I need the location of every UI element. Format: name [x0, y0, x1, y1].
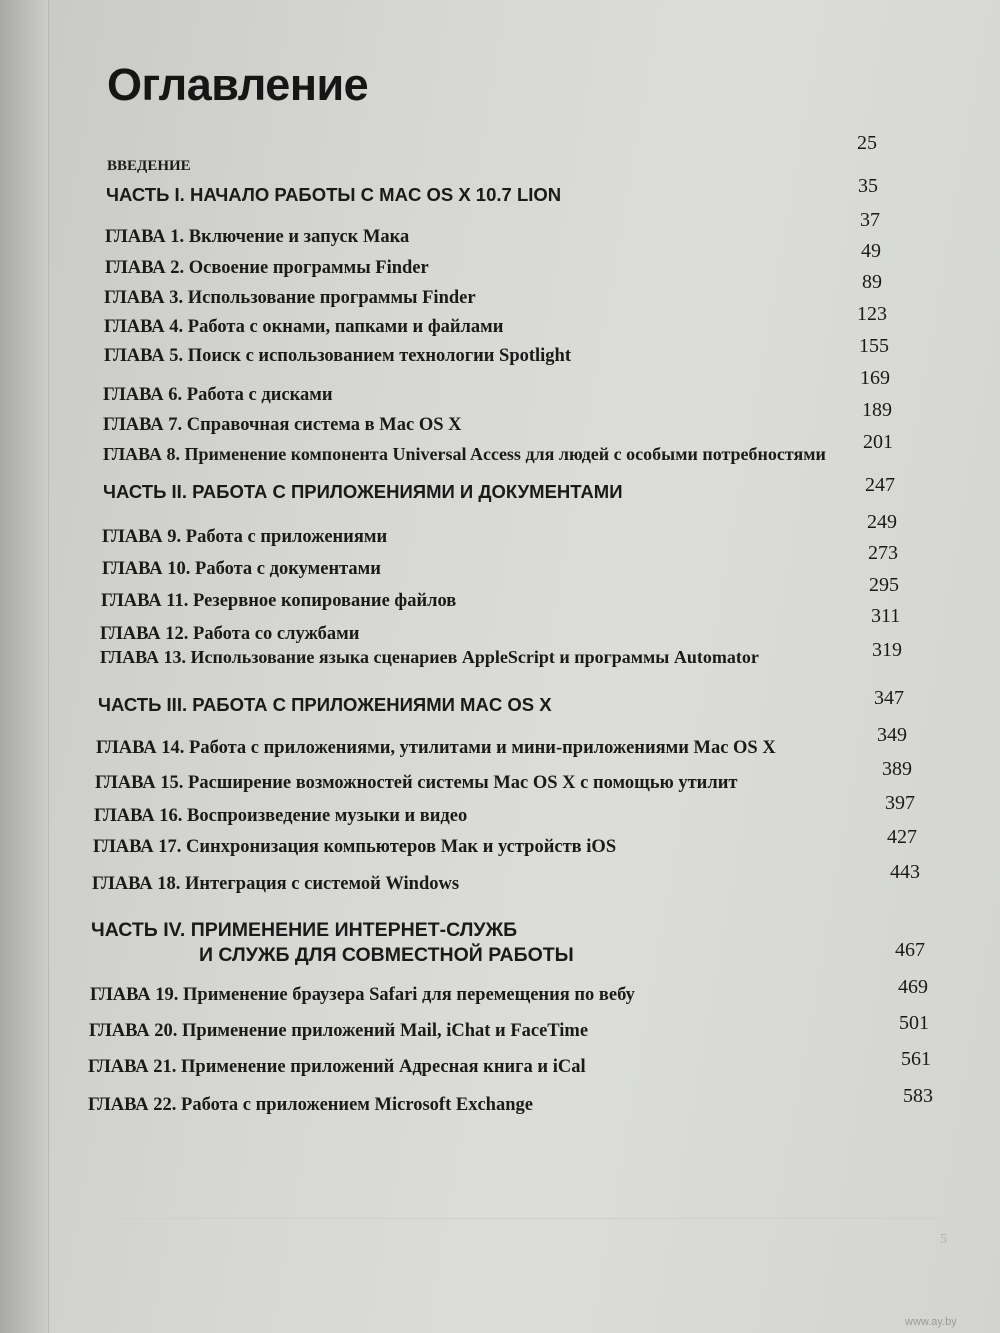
page-number: 319: [872, 639, 902, 661]
page-title: Оглавление: [107, 59, 369, 110]
toc-chapter-5: ГЛАВА 5. Поиск с использованием технологии Spotlight: [104, 346, 572, 366]
toc-chapter-15: ГЛАВА 15. Расширение возможностей системы Mac OS X с помощью утилит: [95, 773, 738, 793]
page-number: 49: [861, 240, 881, 262]
toc-part-3: ЧАСТЬ III. РАБОТА С ПРИЛОЖЕНИЯМИ MAC OS X: [98, 694, 552, 715]
toc-chapter-2: ГЛАВА 2. Освоение программы Finder: [105, 258, 429, 278]
book-spine: [0, 0, 49, 1333]
page-number: 123: [857, 303, 887, 325]
page-number: 35: [858, 175, 878, 197]
toc-chapter-11: ГЛАВА 11. Резервное копирование файлов: [101, 591, 457, 611]
toc-chapter-9: ГЛАВА 9. Работа с приложениями: [102, 527, 388, 547]
page-number: 169: [860, 367, 890, 389]
page-number: 583: [903, 1085, 933, 1107]
page-number: 247: [865, 474, 895, 496]
page-number: 295: [869, 574, 899, 596]
page-number: 349: [877, 724, 907, 746]
page-number: 397: [885, 792, 915, 814]
toc-chapter-7: ГЛАВА 7. Справочная система в Mac OS X: [103, 415, 462, 435]
toc-chapter-13: ГЛАВА 13. Использование языка сценариев AppleScript и программы Automator: [100, 647, 759, 667]
page-number: 249: [867, 511, 897, 533]
toc-part-4: ЧАСТЬ IV. ПРИМЕНЕНИЕ ИНТЕРНЕТ-СЛУЖБ: [91, 919, 518, 941]
page-number: 469: [898, 976, 928, 998]
toc-part-2: ЧАСТЬ II. РАБОТА С ПРИЛОЖЕНИЯМИ И ДОКУМЕНТАМИ: [103, 481, 623, 502]
page-number: 467: [895, 939, 925, 961]
toc-chapter-19: ГЛАВА 19. Применение браузера Safari для перемещения по вебу: [90, 985, 635, 1005]
page-number: 311: [871, 605, 901, 627]
toc-chapter-8: ГЛАВА 8. Применение компонента Universal Access для людей с особыми потребностями: [103, 444, 826, 464]
page-number: 25: [857, 132, 877, 154]
page-number: 155: [859, 335, 889, 357]
page-number: 561: [901, 1048, 931, 1070]
toc-chapter-12: ГЛАВА 12. Работа со службами: [100, 624, 360, 644]
page-number: 389: [882, 758, 912, 780]
toc-chapter-6: ГЛАВА 6. Работа с дисками: [103, 385, 333, 405]
toc-chapter-14: ГЛАВА 14. Работа с приложениями, утилитами и мини-приложениями Mac OS X: [96, 738, 776, 758]
toc-chapter-16: ГЛАВА 16. Воспроизведение музыки и видео: [94, 806, 468, 826]
watermark-text: www.ay.by: [905, 1316, 957, 1328]
toc-chapter-17: ГЛАВА 17. Синхронизация компьютеров Мак и устройств iOS: [93, 837, 617, 857]
toc-intro: ВВЕДЕНИЕ: [107, 158, 191, 174]
toc-chapter-18: ГЛАВА 18. Интеграция с системой Windows: [92, 874, 460, 894]
toc-part-1: ЧАСТЬ I. НАЧАЛО РАБОТЫ С MAC OS X 10.7 LION: [106, 184, 562, 205]
toc-chapter-4: ГЛАВА 4. Работа с окнами, папками и файлами: [104, 317, 504, 337]
toc-part-4-line-2: И СЛУЖБ ДЛЯ СОВМЕСТНОЙ РАБОТЫ: [199, 944, 574, 966]
toc-chapter-3: ГЛАВА 3. Использование программы Finder: [104, 288, 476, 308]
footer-divider: [120, 1218, 940, 1219]
page-number: 273: [868, 542, 898, 564]
page-number: 501: [899, 1012, 929, 1034]
page-number: 443: [890, 861, 920, 883]
toc-chapter-1: ГЛАВА 1. Включение и запуск Мака: [105, 227, 410, 247]
toc-chapter-22: ГЛАВА 22. Работа с приложением Microsoft Exchange: [88, 1095, 533, 1115]
toc-chapter-10: ГЛАВА 10. Работа с документами: [102, 559, 381, 579]
page-number: 189: [862, 399, 892, 421]
page-number: 89: [862, 271, 882, 293]
footer-page-mark: 5: [940, 1232, 947, 1247]
toc-chapter-20: ГЛАВА 20. Применение приложений Mail, iChat и FaceTime: [89, 1021, 589, 1041]
page-number: 347: [874, 687, 904, 709]
page-number: 201: [863, 431, 893, 453]
page-number: 37: [860, 209, 880, 231]
toc-chapter-21: ГЛАВА 21. Применение приложений Адресная книга и iCal: [88, 1057, 586, 1077]
page-number: 427: [887, 826, 917, 848]
